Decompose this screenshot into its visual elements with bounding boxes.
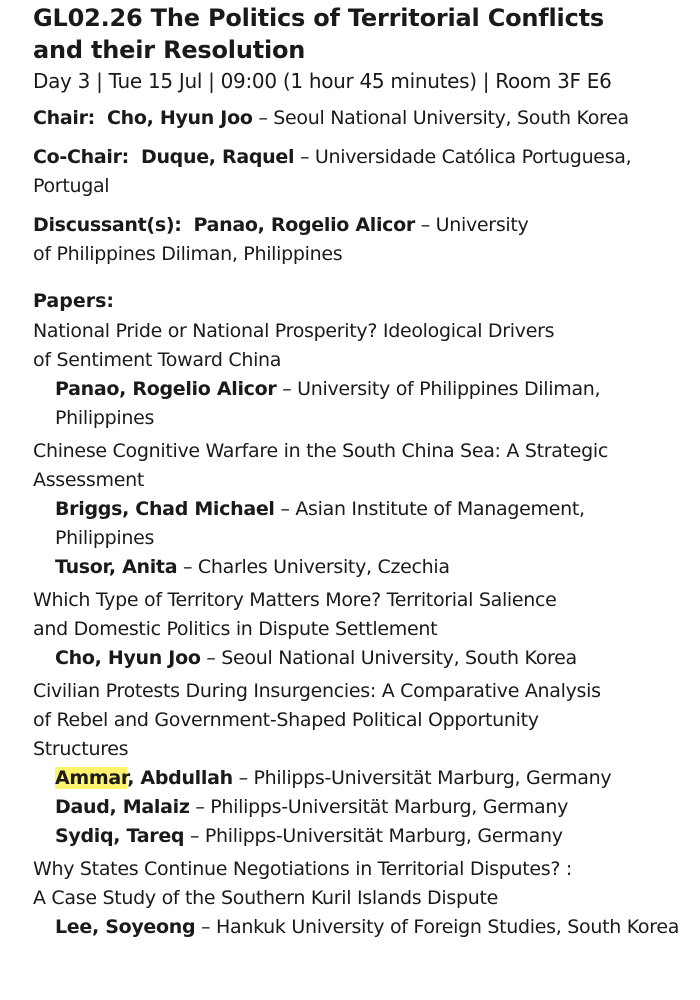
author-affiliation: – Seoul National University, South Korea [200, 647, 577, 669]
paper-title-line: National Pride or National Prosperity? Ideological Drivers [33, 320, 555, 342]
cochair-label: Co-Chair: [33, 146, 129, 168]
chair-affiliation: – Seoul National University, South Korea [252, 107, 629, 129]
discussant-affiliation-1: – University [414, 214, 529, 236]
chair-name: Cho, Hyun Joo [106, 107, 253, 129]
session-title [33, 2, 695, 66]
author-affiliation-cont: Philippines [55, 527, 155, 549]
paper-item [33, 677, 695, 851]
session-title-line-1: GL02.26 The Politics of Territorial Conflicts [33, 4, 604, 32]
paper-item [33, 855, 695, 942]
paper-title-line: Structures [33, 738, 129, 760]
paper-title-line: Assessment [33, 469, 144, 491]
discussant-name: Panao, Rogelio Alicor [193, 214, 415, 236]
cochair-name: Duque, Raquel [140, 146, 295, 168]
author-name: Daud, Malaiz [55, 796, 190, 818]
author-affiliation: – Philipps-Universität Marburg, Germany [232, 767, 612, 789]
author-name: Lee, Soyeong [55, 916, 196, 938]
paper-title-line: and Domestic Politics in Dispute Settlement [33, 618, 438, 640]
paper-item [33, 586, 695, 673]
cochair-affiliation-2: Portugal [33, 175, 110, 197]
paper-title [33, 317, 695, 375]
paper-title [33, 677, 695, 764]
paper-author [33, 553, 695, 582]
author-affiliation-cont: Philippines [55, 407, 155, 429]
author-name-highlighted: Ammar [55, 767, 128, 789]
paper-title [33, 855, 695, 913]
paper-title-line: Civilian Protests During Insurgencies: A Comparative Analysis [33, 680, 601, 702]
author-affiliation: – University of Philippines Diliman, [276, 378, 601, 400]
paper-author [33, 913, 695, 942]
paper-author [33, 764, 695, 793]
paper-title [33, 586, 695, 644]
chair-label: Chair: [33, 107, 95, 129]
cochair-affiliation-1: – Universidade Católica Portuguesa, [294, 146, 632, 168]
discussant-label: Discussant(s): [33, 214, 182, 236]
paper-author [33, 375, 695, 433]
discussant-affiliation-2: of Philippines Diliman, Philippines [33, 243, 343, 265]
session-title-line-2: and their Resolution [33, 36, 306, 64]
author-name: Cho, Hyun Joo [55, 647, 201, 669]
author-affiliation: – Philipps-Universität Marburg, Germany [184, 825, 563, 847]
paper-item [33, 437, 695, 582]
papers-heading: Papers: [33, 290, 115, 312]
paper-author [33, 495, 695, 553]
cochair-line [33, 143, 695, 201]
paper-author [33, 822, 695, 851]
discussant-line [33, 211, 695, 269]
paper-title-line: of Rebel and Government-Shaped Political Opportunity [33, 709, 539, 731]
paper-title-line: Why States Continue Negotiations in Territorial Disputes? : [33, 858, 573, 880]
author-affiliation: – Hankuk University of Foreign Studies, South Korea [195, 916, 680, 938]
author-affiliation: – Charles University, Czechia [177, 556, 450, 578]
paper-title-line: Chinese Cognitive Warfare in the South China Sea: A Strategic [33, 440, 609, 462]
paper-title-line: Which Type of Territory Matters More? Territorial Salience [33, 589, 557, 611]
session-listing [33, 2, 695, 946]
author-name: Sydiq, Tareq [55, 825, 185, 847]
chair-line [33, 104, 695, 133]
paper-author [33, 644, 695, 673]
author-name-rest: , Abdullah [127, 767, 233, 789]
author-affiliation: – Philipps-Universität Marburg, Germany [189, 796, 569, 818]
session-meta: Day 3 | Tue 15 Jul | 09:00 (1 hour 45 minutes) | Room 3F E6 [33, 69, 612, 93]
author-name: Tusor, Anita [55, 556, 178, 578]
paper-author [33, 793, 695, 822]
paper-title-line: A Case Study of the Southern Kuril Islands Dispute [33, 887, 498, 909]
author-affiliation: – Asian Institute of Management, [274, 498, 585, 520]
paper-title [33, 437, 695, 495]
paper-item [33, 317, 695, 433]
author-name: Briggs, Chad Michael [55, 498, 275, 520]
paper-title-line: of Sentiment Toward China [33, 349, 282, 371]
author-name: Panao, Rogelio Alicor [55, 378, 277, 400]
